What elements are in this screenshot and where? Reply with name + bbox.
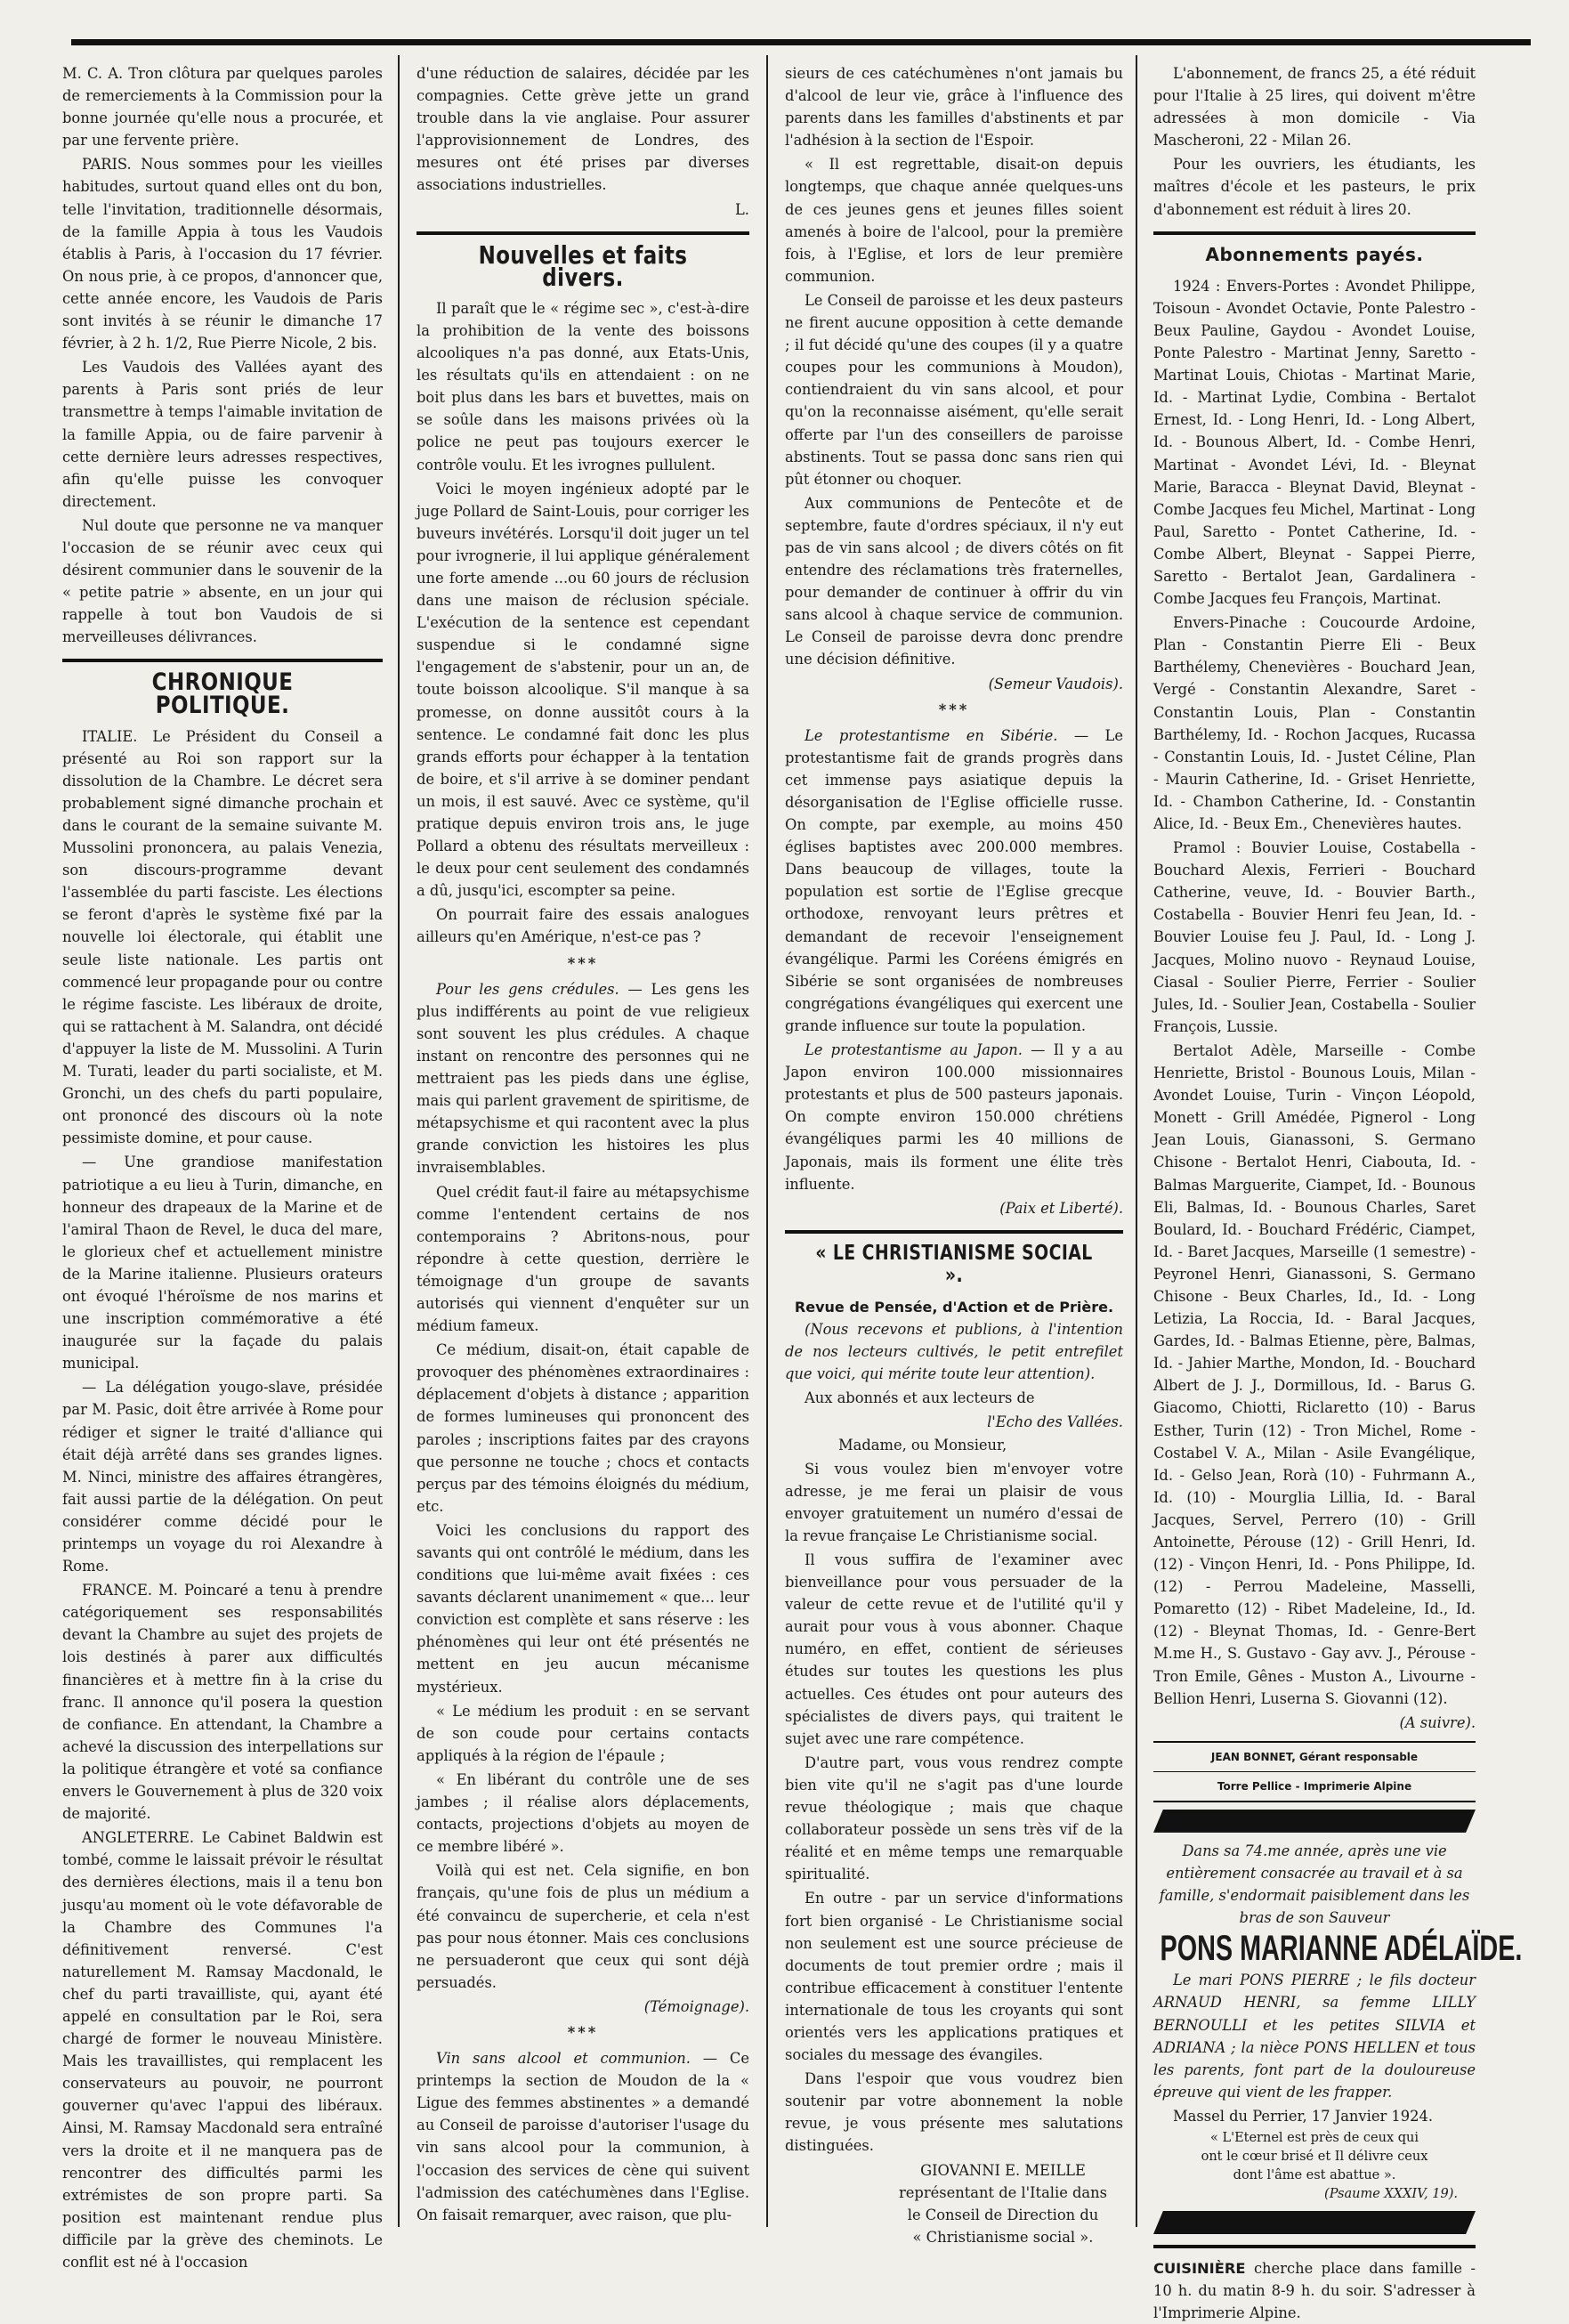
paragraph: « Il est regrettable, disait-on depuis longtemps, que chaque année quelques-uns de ces jeunes gens et jeunes filles soient amenés à boire de l'alcool, pour la première fois, à l'Eglise, et lors de leur première communion. bbox=[785, 156, 1123, 285]
subscriber-list: Envers-Pinache : Coucourde Ardoine, Plan - Constantin Pierre Eli - Beux Barthélemy, Chenevières - Bouchard Jean, Vergé - Constantin Alexandre, Saret - Constantin Louis, Plan - Constantin Barthélemy, Id. - Rochon Jacques, Rucassa - Constantin Louis, Id. - Justet Céline, Plan - Maurin Catherine, Id. - Griset Henriette, Id. - Chambon Catherine, Id. - Constantin Alice, Id. - Beux Em., Chenevières hautes. bbox=[1153, 614, 1476, 832]
paragraph: sieurs de ces catéchumènes n'ont jamais bu d'alcool de leur vie, grâce à l'influence des parents dans les familles d'abstinents et par l'adhésion à la section de l'Espoir. bbox=[785, 65, 1123, 150]
paragraph: Voici les conclusions du rapport des savants qui ont contrôlé le médium, dans les conditions que lui-même avait fixées : ces savants déclarent unanimement « que... leur conviction est complète et sans réserve : les phénomènes qui leur ont été présentés ne mettent en jeu aucun mécanisme mystérieux. bbox=[417, 1521, 749, 1696]
paragraph-text: — Ce printemps la section de Moudon de la « Ligue des femmes abstinentes » a demandé au Conseil de paroisse d'autoriser l'usage du vin sans alcool pour la communion, à l'occasion des services de cène qui suivent l'admission des catéchumènes dans l'Eglise. On faisait remarquer, avec raison, que plu- bbox=[417, 2050, 749, 2223]
rule bbox=[1153, 1771, 1476, 1772]
paragraph-text: — Le protestantisme fait de grands progrès dans cet immense pays asiatique depuis la désorganisation de l'Eglise officielle russe. On compte, par exemple, au moins 450 églises baptistes avec 200.000 membres. Dans beaucoup de villages, toute la population est sortie de l'Eglise grecque orthodoxe, renvoyant leurs prêtres et demandant de recevoir l'enseignement évangélique. Parmi les Coréens émigrés en Sibérie se sont organisées de nombreuses congrégations évangéliques qui exercent une grande influence sur toute la population. bbox=[785, 726, 1123, 1034]
rule bbox=[1153, 1741, 1476, 1743]
paragraph: Aux communions de Pentecôte et de septembre, faute d'ordres spéciaux, il n'y eut pas de vin sans alcool ; de divers côtés on fit entendre des réclamations très fraternelles, pour demander de continuer à offrir du vin sans alcool à chaque service de communion. Le Conseil de paroisse devra donc prendre une décision définitive. bbox=[785, 494, 1123, 668]
paragraph: D'autre part, vous vous rendrez compte bien vite qu'il ne s'agit pas d'une lourde revue théologique ; mais que chaque collaborateur possède un sens très vif de la réalité et en même temps une remarquable spiritualité. bbox=[785, 1753, 1123, 1883]
paragraph: L'abonnement, de francs 25, a été réduit pour l'Italie à 25 lires, qui doivent m'être adressées à mon domicile - Via Mascheroni, 22 - Milan 26. bbox=[1153, 65, 1476, 150]
column-divider bbox=[766, 55, 768, 2227]
signatory-role: représentant de l'Italie dans bbox=[899, 2183, 1107, 2201]
lead-in: Le protestantisme au Japon. bbox=[805, 1041, 1023, 1059]
paragraph-text: — Les gens les plus indifférents au point de vue religieux sont souvent les plus crédules. A chaque instant on rencontre des personnes qui ne mettraient pas les pieds dans une église, mais qui parlent gravement de spiritisme, de métapsychisme et qui racontent avec la plus grande conviction les histoires les plus invraisemblables. bbox=[417, 980, 749, 1177]
publisher-manager: JEAN BONNET, Gérant responsable bbox=[1210, 1750, 1419, 1763]
paragraph: Voilà qui est net. Cela signifie, en bon français, qu'une fois de plus un médium a été convaincu de supercherie, et cela n'est pas pour nous étonner. Mais ces conclusions ne persuaderont que ceux qui sont déjà persuadés. bbox=[417, 1862, 749, 1991]
ad-text: cherche place dans famille - 10 h. du matin 8-9 h. du soir. S'adresser à l'Imprimerie Alpine. bbox=[1153, 2259, 1476, 2322]
signatory-name: GIOVANNI E. MEILLE bbox=[920, 2161, 1086, 2179]
mourning-band bbox=[1153, 1810, 1476, 1833]
paragraph bbox=[785, 1039, 1123, 1195]
paragraph: PARIS. Nous sommes pour les vieilles habitudes, surtout quand elles ont du bon, telle l'invitation, traditionnelle désormais, de la famille Appia à tous les Vaudois établis à Paris, à l'occasion du 17 février. On nous prie, à ce propos, d'annoncer que, cette année encore, les Vaudois de Paris sont invités à se réunir le dimanche 17 février, à 2 h. 1/2, Rue Pierre Nicole, 2 bis. bbox=[62, 156, 383, 352]
signatory-role: « Christianisme social ». bbox=[912, 2228, 1094, 2246]
paragraph bbox=[417, 978, 749, 1179]
lead-in: Vin sans alcool et communion. bbox=[436, 2050, 691, 2068]
column-3 bbox=[785, 62, 1123, 2246]
quote-line: « L'Eternel est près de ceux qui bbox=[1209, 2130, 1419, 2145]
section-heading: Nouvelles et faits divers. bbox=[478, 239, 688, 292]
paragraph: Voici le moyen ingénieux adopté par le juge Pollard de Saint-Louis, pour corriger les buveurs invétérés. Lorsqu'il doit juger un tel pour ivrognerie, il lui applique généralement une forte amende ...ou 60 jours de réclusion dans une maison de réclusion spéciale. L'exécution de la sentence est cependant suspendue si le condamné signe l'engagement de s'abstenir, pour un an, de toute boisson alcoolique. S'il manque à sa promesse, on donne aussitôt cours à la sentence. Le condamné fait donc les plus grands efforts pour échapper à la tentation de boire, et s'il arrive à se dominer pendant un mois, il est sauvé. Avec ce système, qu'il pratique depuis environ trois ans, le juge Pollard a obtenu des résultats merveilleux : le deux pour cent seulement des condamnés a dû, jusqu'ici, escompter sa peine. bbox=[417, 480, 749, 900]
section-heading: « LE CHRISTIANISME SOCIAL ». bbox=[815, 1241, 1093, 1287]
subscriber-list: Pramol : Bouvier Louise, Costabella - Bouchard Alexis, Ferrieri - Bouchard Catherine, veuve, Id. - Bouvier Barth., Costabella - Bouvier Henri feu Jean, Id. - Bouvier Louise feu J. Paul, Id. - Long J. Jacques, Molino nuovo - Reynaud Louise, Ciasal - Soulier Pierre, Ferrier - Soulier Jules, Id. - Soulier Jean, Costabella - Soulier François, Lussie. bbox=[1153, 839, 1476, 1035]
quote-line: ont le cœur brisé et Il délivre ceux bbox=[1201, 2149, 1428, 2164]
salutation: Madame, ou Monsieur, bbox=[838, 1436, 1007, 1454]
quote-reference: (Psaume XXXIV, 19). bbox=[1324, 2186, 1458, 2201]
editor-note: (Nous recevons et publions, à l'intention de nos lecteurs cultivés, le petit entrefilet que voici, qui mérite toute leur attention). bbox=[785, 1321, 1123, 1383]
section-rule bbox=[1153, 231, 1476, 235]
addressee: l'Echo des Vallées. bbox=[987, 1413, 1123, 1431]
paragraph: Le Conseil de paroisse et les deux pasteurs ne firent aucune opposition à cette demande ; il fut décidé qu'une des coupes (il y a quatre coupes pour les communions à Moudon), contiendraient du vin sans alcool, et pour qu'on la reconnaisse aisément, qu'elle serait offerte par l'un des conseillers de paroisse abstinents. Tout se passa donc sans rien qui pût étonner ou choquer. bbox=[785, 291, 1123, 488]
separator-stars: *** bbox=[938, 700, 970, 718]
section-rule bbox=[417, 231, 749, 235]
obituary-intro: Dans sa 74.me année, après une vie entièrement consacrée au travail et à sa famille, s'endormait paisiblement dans les bras de son Sauveur bbox=[1159, 1842, 1470, 1927]
paragraph: « Le médium les produit : en se servant de son coude pour certains contacts appliqués à la région de l'épaule ; bbox=[417, 1702, 749, 1764]
paragraph: Quel crédit faut-il faire au métapsychisme comme l'entendent certains de nos contemporains ? Abritons-nous, pour répondre à cette question, derrière le témoignage d'un groupe de savants autorisés qui viennent d'enquêter sur un médium fameux. bbox=[417, 1183, 749, 1335]
paragraph: Il vous suffira de l'examiner avec bienveillance pour vous persuader de la valeur de cette revue et de l'utilité qu'il y aurait pour vous à vous abonner. Chaque numéro, en effet, contient de sérieuses études sur toutes les questions les plus actuelles. Ces études ont pour auteurs des spécialistes de divers pays, qui traitent le sujet avec une rare compétence. bbox=[785, 1551, 1123, 1747]
paragraph: Pour les ouvriers, les étudiants, les maîtres d'école et les pasteurs, le prix d'abonnement est réduit à lires 20. bbox=[1153, 156, 1476, 218]
paragraph: Aux abonnés et aux lecteurs de bbox=[805, 1389, 1035, 1407]
top-rule bbox=[71, 39, 1531, 45]
column-1 bbox=[62, 62, 383, 2271]
separator-stars: *** bbox=[567, 954, 599, 972]
paragraph: Les Vaudois des Vallées ayant des parents à Paris sont priés de leur transmettre à temps l'aimable invitation de la famille Appia, ou de faire parvenir à cette dernière leurs adresses respectives, afin qu'elle puisse les convoquer directement. bbox=[62, 359, 383, 510]
column-4 bbox=[1153, 62, 1523, 2322]
paragraph: « En libérant du contrôle une de ses jambes ; il réalise alors déplacements, contacts, projections d'objets au moyen de ce membre libéré ». bbox=[417, 1770, 749, 1856]
lead-in: Le protestantisme en Sibérie. bbox=[805, 726, 1058, 744]
classified-ad bbox=[1153, 2257, 1476, 2324]
section-rule bbox=[62, 659, 383, 662]
paragraph: FRANCE. M. Poincaré a tenu à prendre catégoriquement ses responsabilités devant la Chambre au sujet des projets de lois destinés à parer aux difficultés financières et à mettre fin à la crise du franc. Il annonce qu'il posera la question de confiance. En attendant, la Chambre a achevé la discussion des interpellations sur la politique étrangère et voté sa confiance envers le Gouvernement à plus de 320 voix de majorité. bbox=[62, 1582, 383, 1823]
source-citation: (Paix et Liberté). bbox=[999, 1199, 1123, 1217]
paragraph-text: — Il y a au Japon environ 100.000 missionnaires protestants et plus de 500 pasteurs japonais. On compte environ 150.000 chrétiens évangéliques parmi les 40 millions de Japonais, mais ils forment une élite très influente. bbox=[785, 1041, 1123, 1193]
paragraph: d'une réduction de salaires, décidée par les compagnies. Cette grève jette un grand trouble dans la vie anglaise. Pour assurer l'approvisionnement de Londres, des mesures ont été prises par diverses associations industrielles. bbox=[417, 65, 749, 194]
separator-stars: *** bbox=[567, 2023, 599, 2041]
continued-note: (A suivre). bbox=[1399, 1713, 1476, 1731]
section-heading: Abonnements payés. bbox=[1205, 243, 1424, 265]
paragraph: Nul doute que personne ne va manquer l'occasion de se réunir avec ceux qui désirent communier dans le souvenir de la « petite patrie » absente, en un jour qui rappelle à tout bon Vaudois de si merveilleuses délivrances. bbox=[62, 516, 383, 646]
letter-signature bbox=[785, 2159, 1123, 2248]
signatory-role: le Conseil de Direction du bbox=[907, 2206, 1099, 2223]
mourning-band bbox=[1153, 2211, 1476, 2234]
ad-lead: CUISINIÈRE bbox=[1153, 2259, 1246, 2277]
column-divider bbox=[1136, 55, 1137, 2227]
paragraph: — Une grandiose manifestation patriotique a eu lieu à Turin, dimanche, en honneur des drapeaux de la Marine et de l'amiral Thaon de Revel, le duca del mare, le glorieux chef et actuellement ministre de la Marine italienne. Plusieurs orateurs ont évoqué l'héroïsme de nos marins et une inscription commémorative a été inaugurée sur la façade du palais municipal. bbox=[62, 1154, 383, 1373]
signature: L. bbox=[735, 200, 749, 218]
subscriber-list: 1924 : Envers-Portes : Avondet Philippe, Toisoun - Avondet Octavie, Ponte Palestro - Beux Pauline, Gaydou - Avondet Louise, Ponte Palestro - Martinat Jenny, Saretto - Martinat Louis, Chiotas - Martinat Marie, Id. - Martinat Lydie, Combina - Bertalot Ernest, Id. - Long Henri, Id. - Long Albert, Id. - Bounous Albert, Id. - Combe Henri, Martinat - Avondet Lévi, Id. - Bleynat Marie, Baracca - Bleynat David, Bleynat - Combe Jacques feu Michel, Martinat - Long Paul, Saretto - Pontet Catherine, Id. - Combe Albert, Bleynat - Sappei Pierre, Saretto - Bertalot Jean, Gardalinera - Combe Jacques feu François, Martinat. bbox=[1153, 277, 1476, 608]
printer: Torre Pellice - Imprimerie Alpine bbox=[1217, 1779, 1412, 1793]
paragraph: Si vous voulez bien m'envoyer votre adresse, je me ferai un plaisir de vous envoyer gratuitement un numéro d'essai de la revue française Le Christianisme social. bbox=[785, 1460, 1123, 1544]
paragraph: M. C. A. Tron clôtura par quelques paroles de remerciements à la Commission pour la bonne journée qu'elle nous a procurée, et par une fervente prière. bbox=[62, 65, 383, 150]
paragraph: On pourrait faire des essais analogues ailleurs qu'en Amérique, n'est-ce pas ? bbox=[417, 906, 749, 946]
section-rule bbox=[785, 1230, 1123, 1234]
scripture-quote bbox=[1153, 2129, 1476, 2204]
quote-line: dont l'âme est abattue ». bbox=[1233, 2167, 1396, 2182]
lead-in: Pour les gens crédules. bbox=[436, 980, 619, 998]
section-subheading: Revue de Pensée, d'Action et de Prière. bbox=[794, 1298, 1114, 1316]
paragraph: En outre - par un service d'informations fort bien organisé - Le Christianisme social non seulement est une source précieuse de documents de tout premier ordre ; mais il contribue efficacement à constituer l'entente internationale de tous les croyants qui sont orientés vers les applications pratiques et sociales du message des évangiles. bbox=[785, 1890, 1123, 2064]
section-rule bbox=[1153, 2245, 1476, 2248]
paragraph bbox=[417, 2047, 749, 2226]
source-citation: (Semeur Vaudois). bbox=[988, 675, 1123, 692]
obituary-family: Le mari PONS PIERRE ; le fils docteur ARNAUD HENRI, sa femme LILLY BERNOULLI et les petites SILVIA et ADRIANA ; la nièce PONS HELLEN et tous les parents, font part de la douloureuse épreuve qui vient de les frapper. bbox=[1153, 1972, 1476, 2101]
obituary-name: PONS MARIANNE ADÉLAÏDE. bbox=[1160, 1929, 1523, 1969]
paragraph: — La délégation yougo-slave, présidée par M. Pasic, doit être arrivée à Rome pour rédiger et signer le traité d'alliance qui était déjà arrêté dans ses grandes lignes. M. Ninci, ministre des affaires étrangères, fait aussi partie de la délégation. On peut considérer comme décidé pour le printemps un voyage du roi Alexandre à Rome. bbox=[62, 1379, 383, 1575]
paragraph: Il paraît que le « régime sec », c'est-à-dire la prohibition de la vente des boissons alcooliques n'a pas donné, aux Etats-Unis, les résultats qu'ils en attendaient : on ne boit plus dans les bars et buvettes, mais on se soûle dans les maisons privées où la police ne peut pas toujours exercer le contrôle voulu. Et les ivrognes pullulent. bbox=[417, 299, 749, 474]
column-divider bbox=[398, 55, 400, 2227]
source-citation: (Témoignage). bbox=[643, 1997, 749, 2015]
column-2 bbox=[417, 62, 749, 2223]
section-heading: CHRONIQUE POLITIQUE. bbox=[151, 668, 294, 719]
paragraph: ITALIE. Le Président du Conseil a présenté au Roi son rapport sur la dissolution de la Chambre. Le décret sera probablement signé dimanche prochain et dans le courant de la semaine suivante M. Mussolini prononcera, au palais Venezia, son discours-programme devant l'assemblée du parti fasciste. Les élections se feront d'après le système fixé par la nouvelle loi électorale, qui établit une seule liste nationale. Les partis ont commencé leur propagande pour ou contre le régime fasciste. Les libéraux de droite, qui se rattachent à M. Salandra, ont décidé d'appuyer la liste de M. Mussolini. A Turin M. Turati, leader du parti socialiste, et M. Gronchi, un des chefs du parti populaire, ont prononcé des discours où la note pessimiste domine, et pour cause. bbox=[62, 727, 383, 1147]
paragraph: Dans l'espoir que vous voudrez bien soutenir par votre abonnement la noble revue, je vous présente mes salutations distinguées. bbox=[785, 2070, 1123, 2155]
paragraph bbox=[785, 725, 1123, 1037]
paragraph: ANGLETERRE. Le Cabinet Baldwin est tombé, comme le laissait prévoir le résultat des dernières élections, mais il a tenu bon jusqu'au moment où le vote défavorable de la Chambre des Communes l'a définitivement renversé. C'est naturellement M. Ramsay Macdonald, le chef du parti travailliste, qui, ayant été appelé en consultation par le Roi, sera chargé de former le nouveau Ministère. Mais les travaillistes, qui remplacent les conservateurs au pouvoir, ne pourront gouverner qu'avec l'appui des libéraux. Ainsi, M. Ramsay Macdonald sera entraîné vers la droite et il ne manquera pas de rencontrer des difficultés parmi les extrémistes de son propre parti. Sa position est maintenant rendue plus difficile par la grève des cheminots. Le conflit est né à l'occasion bbox=[62, 1829, 383, 2271]
obituary-place-date: Massel du Perrier, 17 Janvier 1924. bbox=[1173, 2107, 1434, 2125]
subscriber-list: Bertalot Adèle, Marseille - Combe Henriette, Bristol - Bounous Louis, Milan - Avondet Louise, Turin - Vinçon Léopold, Monett - Grill Amédée, Pignerol - Long Jean Louis, Gianassoni, S. Germano Chisone - Bertalot Henri, Ciabouta, Id. - Balmas Marguerite, Ciampet, Id. - Bounous Eli, Balmas, Id. - Bounous Charles, Saret Boulard, Id. - Bouchard Frédéric, Ciampet, Id. - Baret Jacques, Marseille (1 semestre) - Peyronel Henri, Gianassoni, S. Germano Chisone - Beux Charles, Id., Id. - Long Letizia, La Roccia, Id. - Baral Jacques, Gardes, Id. - Balmas Etienne, père, Balmas, Id. - Jahier Marthe, Mondon, Id. - Bouchard Albert de J. J., Dormillous, Id. - Barus G. Giacomo, Chiotti, Riclaretto (10) - Barus Esther, Turin (12) - Tron Michel, Rome - Costabel V. A., Milan - Asile Evangélique, Id. - Gelso Jean, Rorà (10) - Fuhrmann A., Id. (10) - Mourglia Lillia, Id. - Baral Jacques, Servel, Perrero (10) - Grill Antoinette, Pérouse (12) - Grill Henri, Id. (12) - Vinçon Henri, Id. - Pons Philippe, Id. (12) - Perrou Madeleine, Masselli, Pomaretto (12) - Ribet Madeleine, Id., Id. (12) - Bleynat Thomas, Id. - Genre-Bert M.me H., S. Gustavo - Gay avv. J., Pérouse - Tron Emile, Gênes - Muston A., Livourne - Bellion Henri, Luserna S. Giovanni (12). bbox=[1153, 1041, 1476, 1707]
paragraph: Ce médium, disait-on, était capable de provoquer des phénomènes extraordinaires : déplacement d'objets à distance ; apparition de formes lumineuses qui prononcent des paroles ; inscriptions faites par des crayons que personne ne touche ; chocs et contacts perçus par des témoins éloignés du médium, etc. bbox=[417, 1341, 749, 1515]
rule bbox=[1153, 1801, 1476, 1802]
